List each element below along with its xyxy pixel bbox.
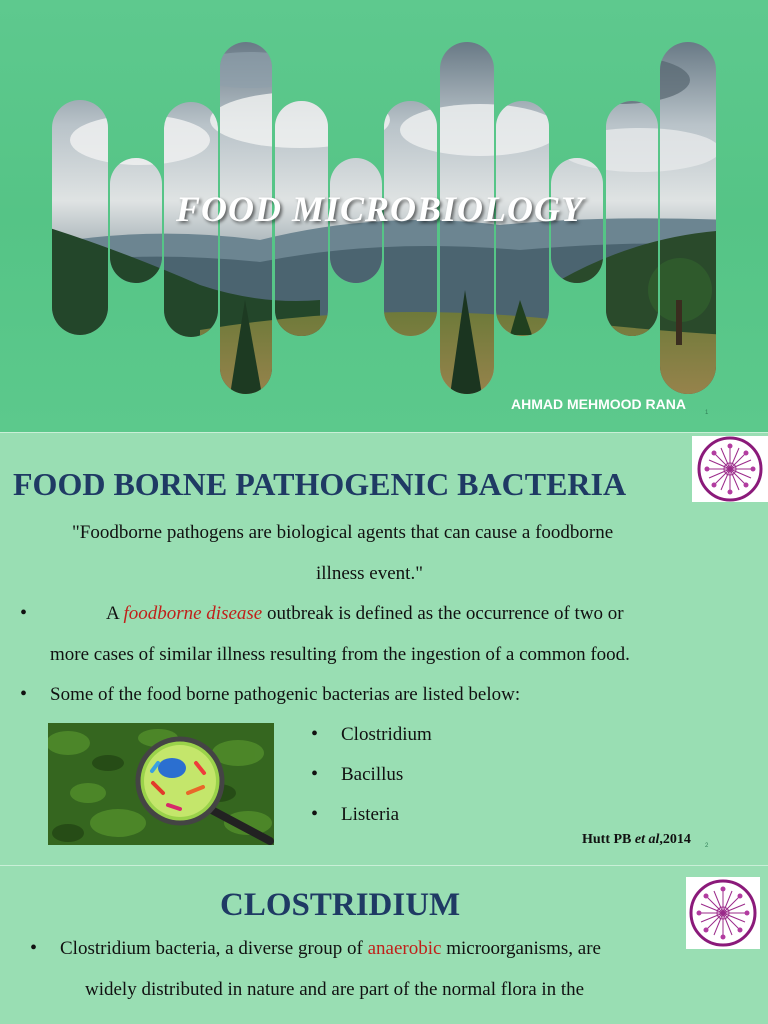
slide-title: FOOD MICROBIOLOGY [175, 189, 585, 229]
list-item-bacillus: Bacillus [341, 764, 404, 785]
page-number: 2 [705, 843, 709, 849]
list-item-listeria: Listeria [341, 804, 400, 825]
slide-heading: CLOSTRIDIUM [220, 887, 461, 923]
bacteria-magnifier-image [48, 723, 274, 845]
outbreak-definition-line1: A foodborne disease outbreak is defined as the occurrence of two or [106, 603, 624, 624]
list-item-clostridium: Clostridium [341, 724, 432, 745]
logo [686, 877, 760, 949]
author-name: AHMAD MEHMOOD RANA [511, 396, 686, 412]
mandala-logo-icon [686, 877, 760, 949]
page-number: 1 [705, 410, 709, 416]
clostridium-description-line2: widely distributed in nature and are part of the normal flora in the [85, 979, 585, 1000]
bullet-dot: • [311, 723, 319, 745]
mandala-logo-icon [692, 436, 768, 502]
definition-quote-line1: "Foodborne pathogens are biological agents that can cause a foodborne [72, 522, 614, 543]
pathogenic-bacteria-slide [0, 433, 768, 865]
bullet-dot: • [20, 683, 28, 705]
title-slide [0, 0, 768, 432]
outbreak-definition-line2: more cases of similar illness resulting from the ingestion of a common food. [50, 644, 630, 665]
magnifier-illustration-icon [48, 723, 274, 845]
logo [692, 436, 768, 502]
bullet-dot: • [311, 803, 319, 825]
citation: Hutt PB et al,2014 [582, 832, 691, 847]
bullet-dot: • [311, 763, 319, 785]
list-intro: Some of the food borne pathogenic bacterias are listed below: [50, 684, 521, 705]
bullet-dot: • [20, 602, 28, 624]
clostridium-description-line1: Clostridium bacteria, a diverse group of anaerobic microorganisms, are [60, 938, 601, 959]
definition-quote-line2: illness event." [316, 563, 423, 584]
clostridium-slide [0, 866, 768, 1024]
bullet-dot: • [30, 937, 38, 959]
slide-heading: FOOD BORNE PATHOGENIC BACTERIA [13, 466, 627, 502]
